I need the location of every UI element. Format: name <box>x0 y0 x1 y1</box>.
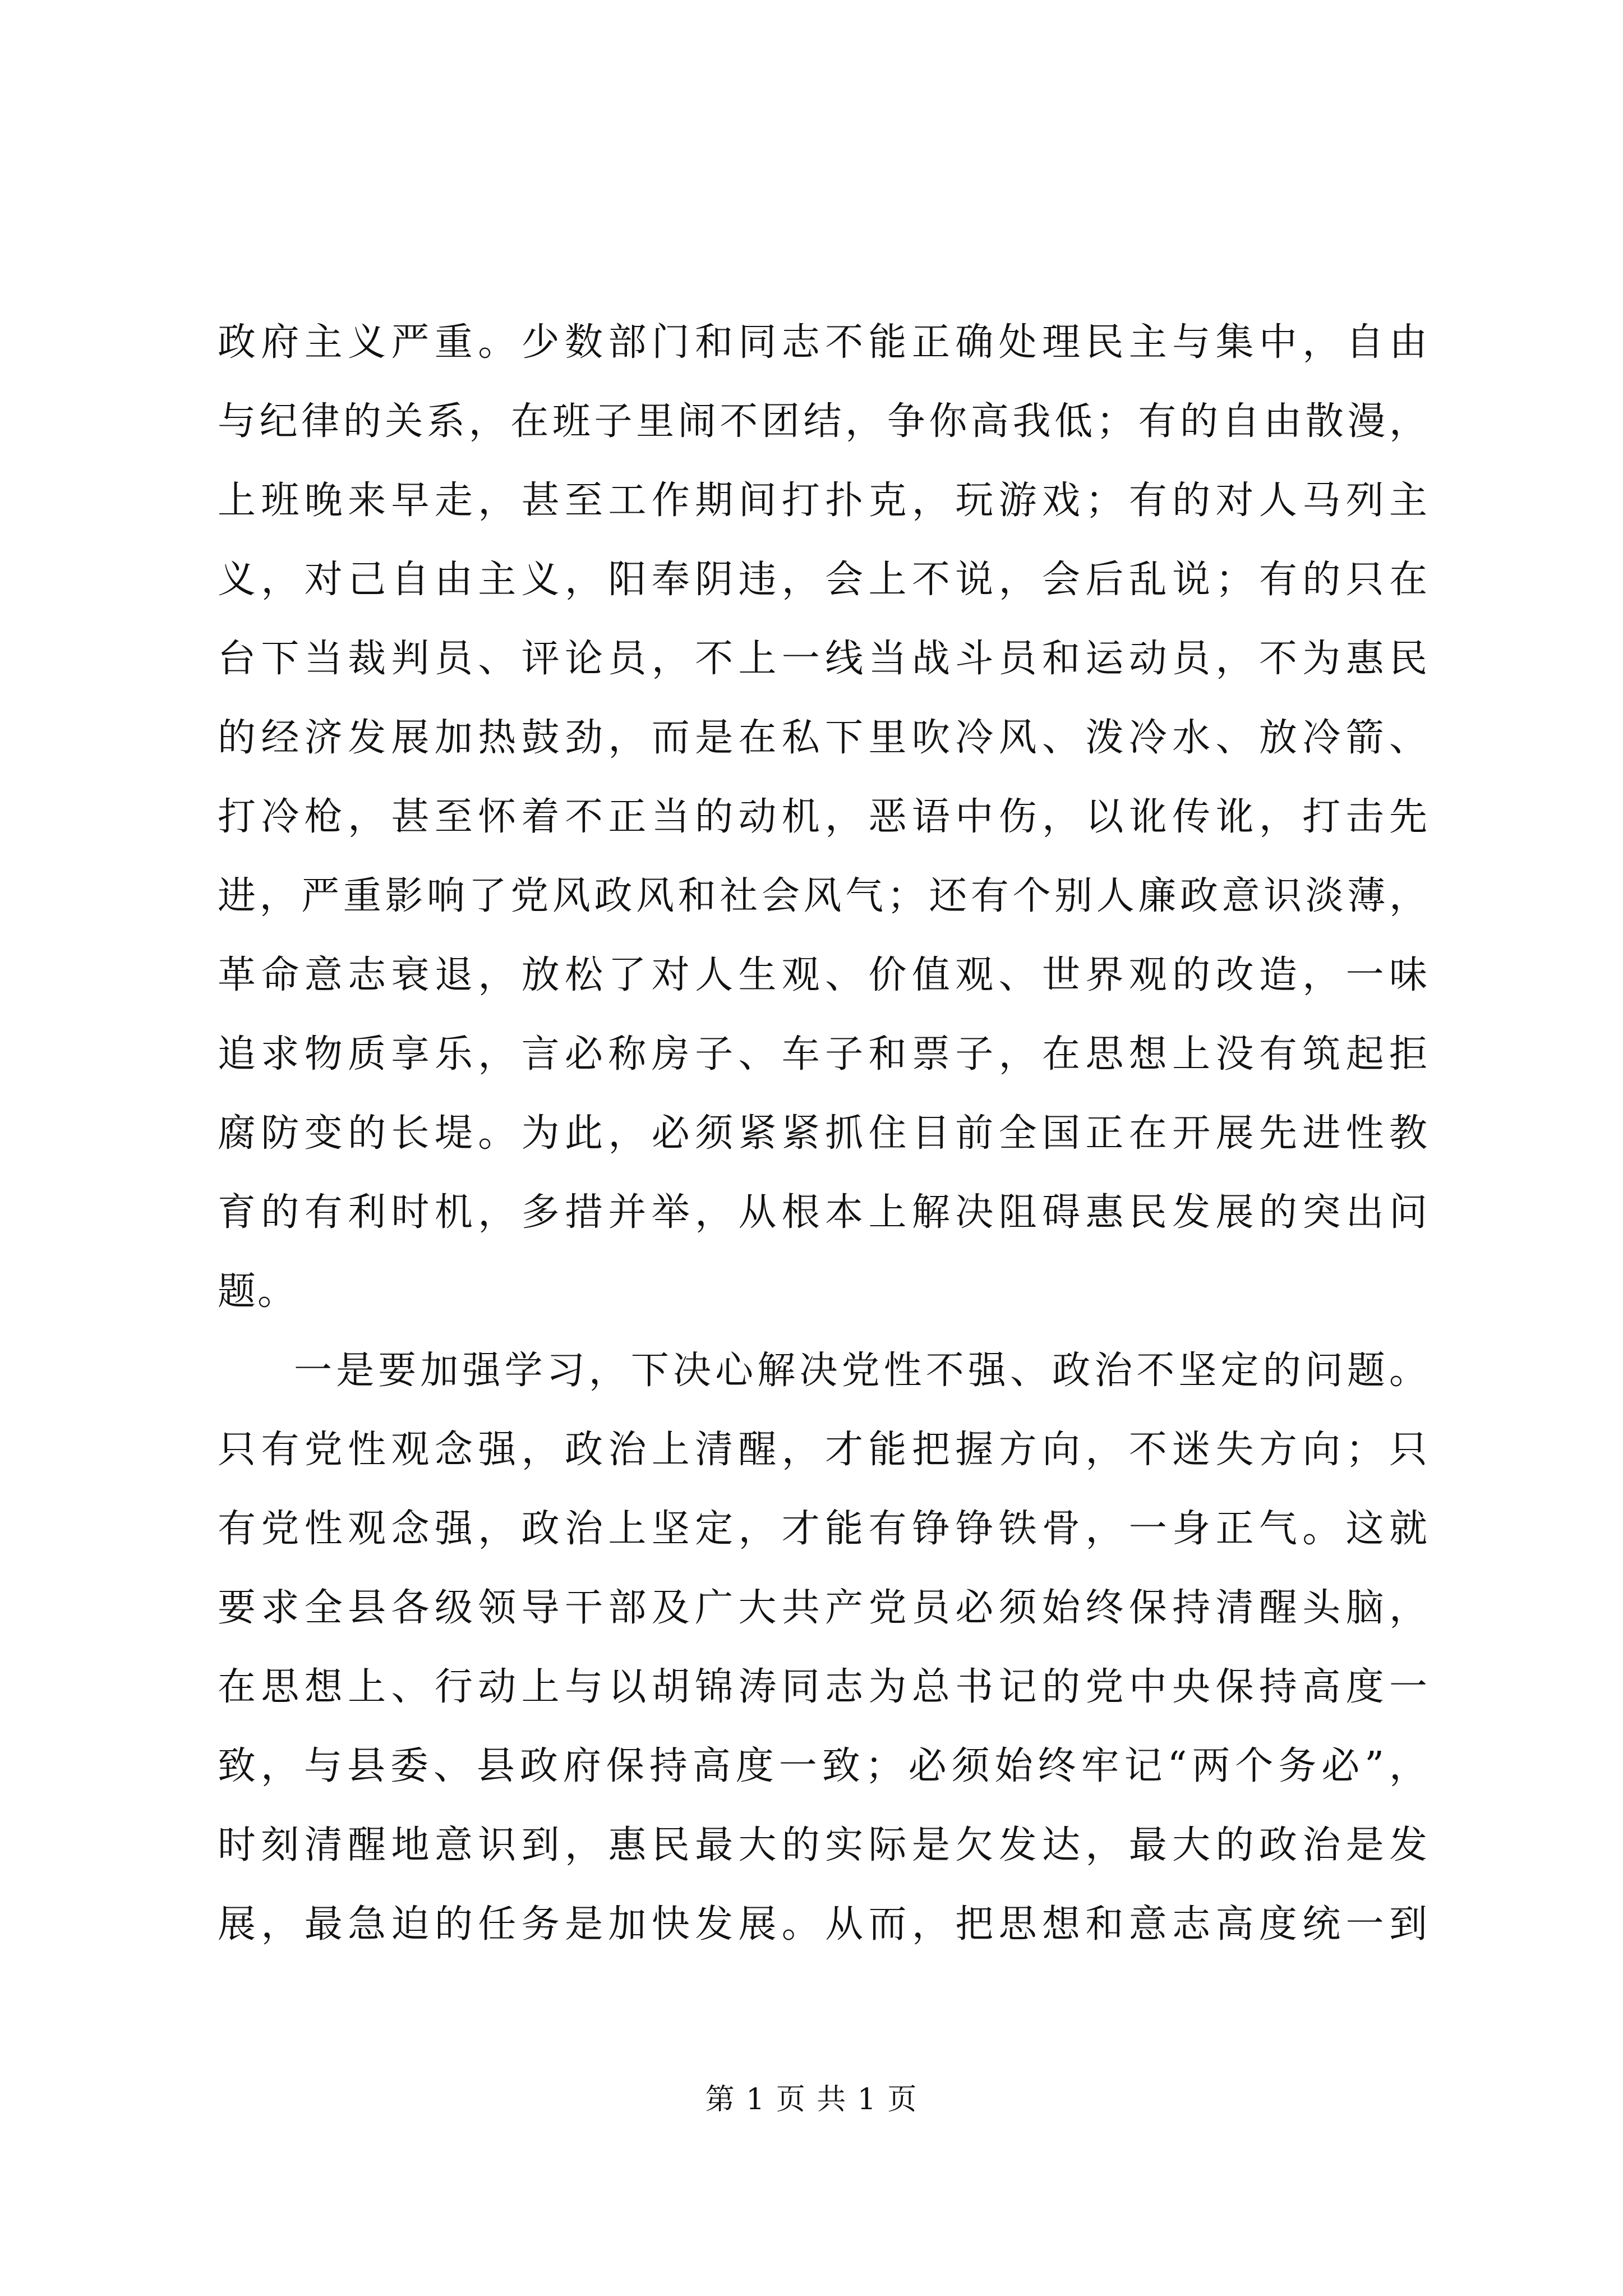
text-line: 致，与县委、县政府保持高度一致；必须始终牢记“两个务必”， <box>218 1744 1429 1788</box>
page-number-footer: 第 1 页 共 1 页 <box>705 2083 918 2116</box>
text-line: 题。 <box>218 1269 298 1314</box>
text-line: 要求全县各级领导干部及广大共产党员必须始终保持清醒头脑， <box>218 1586 1429 1630</box>
text-line: 腐防变的长堤。为此，必须紧紧抓住目前全国正在开展先进性教 <box>218 1111 1429 1156</box>
text-line: 台下当裁判员、评论员，不上一线当战斗员和运动员，不为惠民 <box>218 637 1429 681</box>
text-line: 有党性观念强，政治上坚定，才能有铮铮铁骨，一身正气。这就 <box>218 1507 1429 1551</box>
text-line: 政府主义严重。少数部门和同志不能正确处理民主与集中，自由 <box>218 320 1429 365</box>
paragraph-first-line: 一是要加强学习，下决心解决党性不强、政治不坚定的问题。 <box>294 1349 1429 1393</box>
text-line: 革命意志衰退，放松了对人生观、价值观、世界观的改造，一味 <box>218 953 1429 997</box>
text-line: 只有党性观念强，政治上清醒，才能把握方向，不迷失方向；只 <box>218 1428 1429 1472</box>
text-line: 与纪律的关系，在班子里闹不团结，争你高我低；有的自由散漫， <box>218 399 1429 444</box>
text-line: 在思想上、行动上与以胡锦涛同志为总书记的党中央保持高度一 <box>218 1665 1429 1709</box>
text-line: 育的有利时机，多措并举，从根本上解决阻碍惠民发展的突出问 <box>218 1190 1429 1235</box>
document-body <box>218 303 1429 1964</box>
text-line: 的经济发展加热鼓劲，而是在私下里吹冷风、泼冷水、放冷箭、 <box>218 716 1429 760</box>
text-line: 打冷枪，甚至怀着不正当的动机，恶语中伤，以讹传讹，打击先 <box>218 795 1429 839</box>
text-line: 追求物质享乐，言必称房子、车子和票子，在思想上没有筑起拒 <box>218 1032 1429 1076</box>
text-line: 义，对己自由主义，阳奉阴违，会上不说，会后乱说；有的只在 <box>218 558 1429 602</box>
text-line: 进，严重影响了党风政风和社会风气；还有个别人廉政意识淡薄， <box>218 874 1429 918</box>
text-line: 时刻清醒地意识到，惠民最大的实际是欠发达，最大的政治是发 <box>218 1823 1429 1867</box>
text-line: 展，最急迫的任务是加快发展。从而，把思想和意志高度统一到 <box>218 1902 1429 1947</box>
text-line: 上班晚来早走，甚至工作期间打扑克，玩游戏；有的对人马列主 <box>218 478 1429 523</box>
